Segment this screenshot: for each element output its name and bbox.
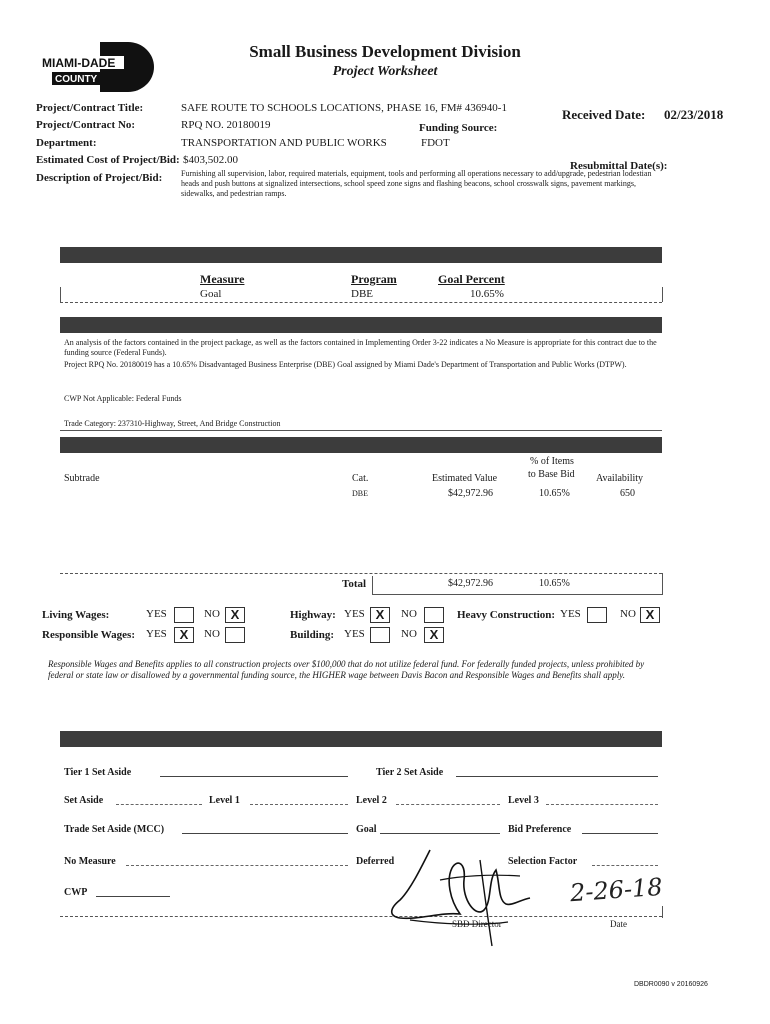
director-label: SBD Director	[452, 919, 502, 929]
subtrade-right-border	[662, 573, 663, 595]
description-value: Furnishing all supervision, labor, required materials, equipment, tools and performing all operations necessary to add/upgrade, pedestrian lodestian heads and push buttons at signalized intersections, school speed zone signs and flashing beacons, school crosswalk signs, pavement markings, sidewalks, and pedestrian ramps.	[181, 169, 652, 198]
row-estimated-value: $42,972.96	[448, 488, 493, 499]
bid-preference-label: Bid Preference	[508, 824, 572, 835]
goal-percent-header: Goal Percent	[438, 272, 505, 286]
page-title: Small Business Development Division	[249, 42, 521, 61]
level1-label: Level 1	[209, 795, 240, 806]
measure-header: Measure	[200, 272, 245, 286]
living-yes-checkbox[interactable]	[174, 607, 194, 623]
responsible-no-label: NO	[204, 628, 220, 640]
contract-no-value: RPQ NO. 20180019	[181, 119, 271, 131]
selection-factor-label: Selection Factor	[508, 856, 578, 867]
cwp-label: CWP	[64, 887, 88, 898]
analysis-p1: An analysis of the factors contained in the project package, as well as the factors contained in Implementing Order 3-22 indicates a No Measure is appropriate for this contract due to the funding source (Federal Funds).	[64, 338, 657, 357]
heavy-construction-label: Heavy Construction:	[457, 609, 556, 621]
building-yes-checkbox[interactable]	[370, 627, 390, 643]
total-divider	[372, 576, 373, 594]
responsible-yes-label: YES	[146, 628, 167, 640]
analysis-p2: Project RPQ No. 20180019 has a 10.65% Disadvantaged Business Enterprise (DBE) Goal assigned by Miami Dade's Department of Transportation and Public Works (DTPW).	[64, 360, 627, 369]
resubmittal-label: Resubmittal Date(s):	[570, 160, 668, 172]
goal-field[interactable]	[380, 823, 500, 834]
logo-text-1: MIAMI-DADE	[42, 56, 116, 70]
selection-factor-field[interactable]	[592, 855, 658, 866]
goal-left-border	[60, 287, 61, 302]
measure-value: Goal	[200, 288, 222, 300]
tier1-label: Tier 1 Set Aside	[64, 767, 132, 778]
title-value: SAFE ROUTE TO SCHOOLS LOCATIONS, PHASE 16, FM# 436940-1	[181, 102, 507, 114]
cost-label: Estimated Cost of Project/Bid:	[36, 154, 180, 166]
building-no-checkbox[interactable]: X	[424, 627, 444, 643]
received-date-label: Received Date:	[562, 107, 646, 122]
row-cat: DBE	[352, 489, 368, 498]
no-measure-field[interactable]	[126, 855, 348, 866]
tier2-field[interactable]	[456, 766, 658, 777]
level3-label: Level 3	[508, 795, 539, 806]
cat-header: Cat.	[352, 473, 369, 484]
goal-label: Goal	[356, 824, 377, 835]
building-no-label: NO	[401, 628, 417, 640]
responsible-yes-checkbox[interactable]: X	[174, 627, 194, 643]
living-yes-label: YES	[146, 608, 167, 620]
living-no-checkbox[interactable]: X	[225, 607, 245, 623]
level2-label: Level 2	[356, 795, 387, 806]
level2-field[interactable]	[396, 794, 500, 805]
bid-preference-field[interactable]	[582, 823, 658, 834]
form-code: DBDR0090 v 20160926	[634, 981, 708, 988]
row-availability: 650	[620, 488, 635, 499]
living-wages-label: Living Wages:	[42, 609, 110, 621]
setaside-field[interactable]	[116, 794, 202, 805]
living-no-label: NO	[204, 608, 220, 620]
building-yes-label: YES	[344, 628, 365, 640]
heavy-yes-checkbox[interactable]	[587, 607, 607, 623]
deferred-label: Deferred	[356, 856, 395, 867]
responsible-no-checkbox[interactable]	[225, 627, 245, 643]
level3-field[interactable]	[546, 794, 658, 805]
no-measure-label: No Measure	[64, 856, 116, 867]
row-pct: 10.65%	[539, 488, 570, 499]
heavy-no-label: NO	[620, 608, 636, 620]
received-date-value: 02/23/2018	[664, 107, 724, 122]
total-pct: 10.65%	[539, 578, 570, 589]
total-bottom-line	[372, 594, 662, 595]
trade-setaside-field[interactable]	[182, 823, 348, 834]
estimated-value-header: Estimated Value	[432, 473, 498, 484]
highway-no-checkbox[interactable]	[424, 607, 444, 623]
signature-right-border	[662, 906, 663, 918]
subtrade-bar	[60, 437, 662, 453]
level1-field[interactable]	[250, 794, 348, 805]
description-label: Description of Project/Bid:	[36, 172, 163, 184]
setaside-label: Set Aside	[64, 795, 104, 806]
director-signature	[380, 840, 560, 950]
program-header: Program	[351, 272, 397, 286]
wages-note: Responsible Wages and Benefits applies to all construction projects over $100,000 that do not utilize federal fund. For federally funded projects, unless prohibited by federal or state law or disallowed by a governmental funding source, the HIGHER wage between Davis Bacon and Responsible Wages and Benefits shall apply.	[48, 659, 645, 680]
heavy-yes-label: YES	[560, 608, 581, 620]
signature-date: 2-26-18	[569, 872, 664, 908]
title-label: Project/Contract Title:	[36, 102, 144, 114]
department-label: Department:	[36, 137, 97, 149]
contract-no-label: Project/Contract No:	[36, 119, 136, 131]
heavy-no-checkbox[interactable]: X	[640, 607, 660, 623]
subtrade-header: Subtrade	[64, 473, 100, 484]
tier1-field[interactable]	[160, 766, 348, 777]
highway-no-label: NO	[401, 608, 417, 620]
total-estimated-value: $42,972.96	[448, 578, 493, 589]
total-label: Total	[342, 578, 367, 590]
cost-value: $403,502.00	[183, 154, 238, 166]
goal-row-line	[60, 302, 662, 303]
goal-percent-value: 10.65%	[470, 288, 504, 300]
subtrade-row-line	[60, 573, 662, 574]
goal-right-border	[662, 287, 663, 302]
building-label: Building:	[290, 629, 335, 641]
cwp-field[interactable]	[96, 886, 170, 897]
program-value: DBE	[351, 288, 373, 300]
logo-text-2: COUNTY	[55, 74, 98, 85]
responsible-wages-label: Responsible Wages:	[42, 629, 136, 641]
availability-header: Availability	[596, 473, 644, 484]
pct-header-1: % of Items	[530, 456, 574, 467]
trade-line	[60, 430, 662, 431]
department-value: TRANSPORTATION AND PUBLIC WORKS	[181, 137, 387, 149]
analysis-bar	[60, 317, 662, 333]
funding-source-label: Funding Source:	[419, 122, 498, 134]
setaside-bar	[60, 731, 662, 747]
highway-yes-label: YES	[344, 608, 365, 620]
trade-category: Trade Category: 237310-Highway, Street, And Bridge Construction	[64, 419, 281, 428]
goal-bar	[60, 247, 662, 263]
trade-setaside-label: Trade Set Aside (MCC)	[64, 824, 165, 835]
date-label: Date	[610, 919, 627, 929]
funding-source-value: FDOT	[421, 137, 450, 149]
pct-header-2: to Base Bid	[528, 469, 575, 480]
highway-label: Highway:	[290, 609, 336, 621]
signature-line	[60, 916, 662, 917]
tier2-label: Tier 2 Set Aside	[376, 767, 444, 778]
cwp-note: CWP Not Applicable: Federal Funds	[64, 394, 182, 403]
highway-yes-checkbox[interactable]: X	[370, 607, 390, 623]
page-subtitle: Project Worksheet	[332, 64, 438, 79]
